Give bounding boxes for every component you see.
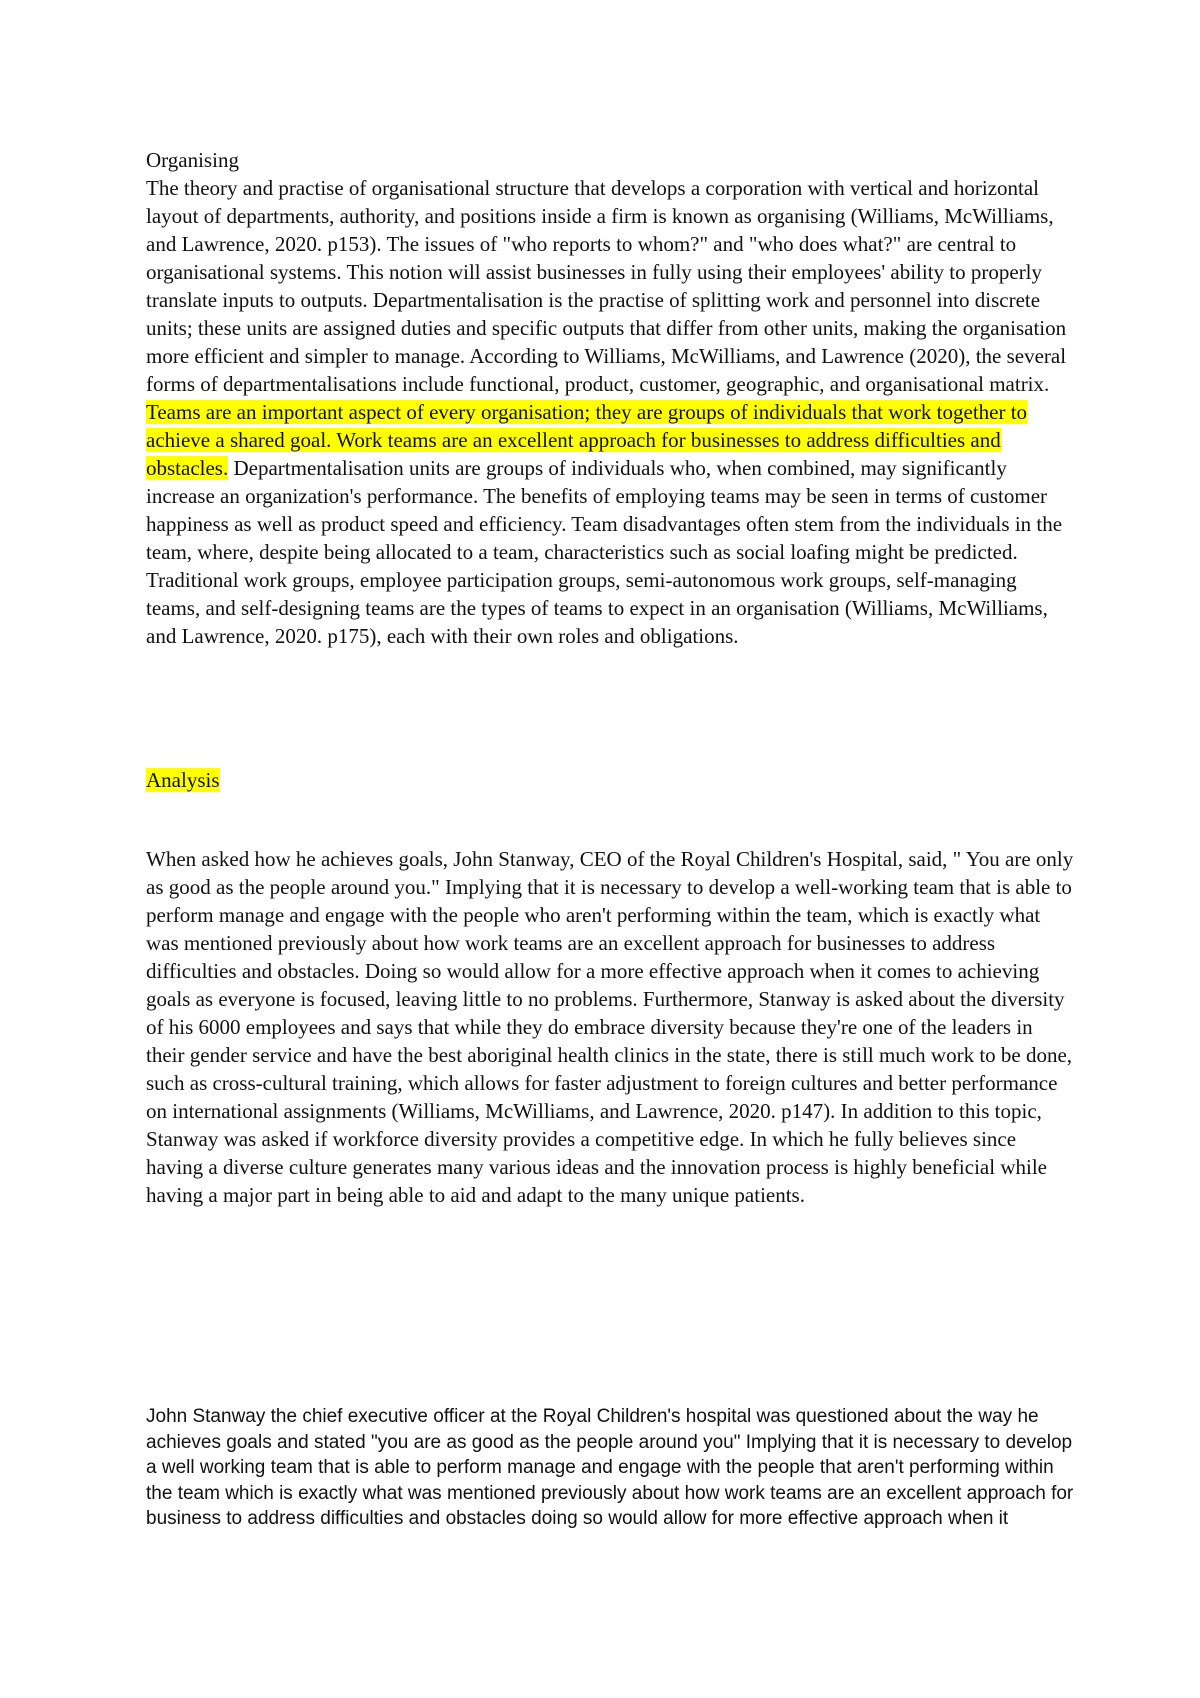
- analysis-heading: Analysis: [146, 768, 220, 792]
- analysis-section: [146, 845, 1076, 1209]
- draft-section: [146, 1404, 1076, 1532]
- analysis-heading-block: [146, 766, 1076, 794]
- organising-body-start: The theory and practise of organisational structure that develops a corporation with vertical and horizontal layout of departments, authority, and positions inside a firm is known as organising (Williams, McWilliams, and Lawrence, 2020. p153). The issues of "who reports to whom?" and "who does what?" are central to organisational systems. This notion will assist businesses in fully using their employees' ability to properly translate inputs to outputs. Departmentalisation is the practise of splitting work and personnel into discrete units; these units are assigned duties and specific outputs that differ from other units, making the organisation more efficient and simpler to manage. According to Williams, McWilliams, and Lawrence (2020), the several forms of departmentalisations include functional, product, customer, geographic, and organisational matrix.: [146, 176, 1067, 396]
- organising-section: [146, 146, 1076, 650]
- organising-paragraph: [146, 174, 1076, 650]
- organising-body-end: Departmentalisation units are groups of individuals who, when combined, may significantly increase an organization's performance. The benefits of employing teams may be seen in terms of customer happiness as well as product speed and efficiency. Team disadvantages often stem from the individuals in the team, where, despite being allocated to a team, characteristics such as social loafing might be predicted. Traditional work groups, employee participation groups, semi-autonomous work groups, self-managing teams, and self-designing teams are the types of teams to expect in an organisation (Williams, McWilliams, and Lawrence, 2020. p175), each with their own roles and obligations.: [146, 456, 1063, 648]
- highlighted-teams-text: Teams are an important aspect of every organisation; they are groups of individuals that work together to achieve a shared goal. Work teams are an excellent approach for businesses to address difficulties and obstacles.: [146, 400, 1028, 480]
- analysis-paragraph: When asked how he achieves goals, John Stanway, CEO of the Royal Children's Hospital, said, " You are only as good as the people around you." Implying that it is necessary to develop a well-working team that is able to perform manage and engage with the people who aren't performing within the team, which is exactly what was mentioned previously about how work teams are an excellent approach for businesses to address difficulties and obstacles. Doing so would allow for a more effective approach when it comes to achieving goals as everyone is focused, leaving little to no problems. Furthermore, Stanway is asked about the diversity of his 6000 employees and says that while they do embrace diversity because they're one of the leaders in their gender service and have the best aboriginal health clinics in the state, there is still much work to be done, such as cross-cultural training, which allows for faster adjustment to foreign cultures and better performance on international assignments (Williams, McWilliams, and Lawrence, 2020. p147). In addition to this topic, Stanway was asked if workforce diversity provides a competitive edge. In which he fully believes since having a diverse culture generates many various ideas and the innovation process is highly beneficial while having a major part in being able to aid and adapt to the many unique patients.: [146, 847, 1074, 1207]
- analysis-heading-line: [146, 766, 1076, 794]
- organising-heading: Organising: [146, 148, 239, 172]
- draft-paragraph: John Stanway the chief executive officer at the Royal Children's hospital was questioned about the way he achieves goals and stated "you are as good as the people around you" Implying that it is necessary to develop a well working team that is able to perform manage and engage with the people that aren't performing within the team which is exactly what was mentioned previously about how work teams are an excellent approach for business to address difficulties and obstacles doing so would allow for more effective approach when it: [146, 1406, 1074, 1529]
